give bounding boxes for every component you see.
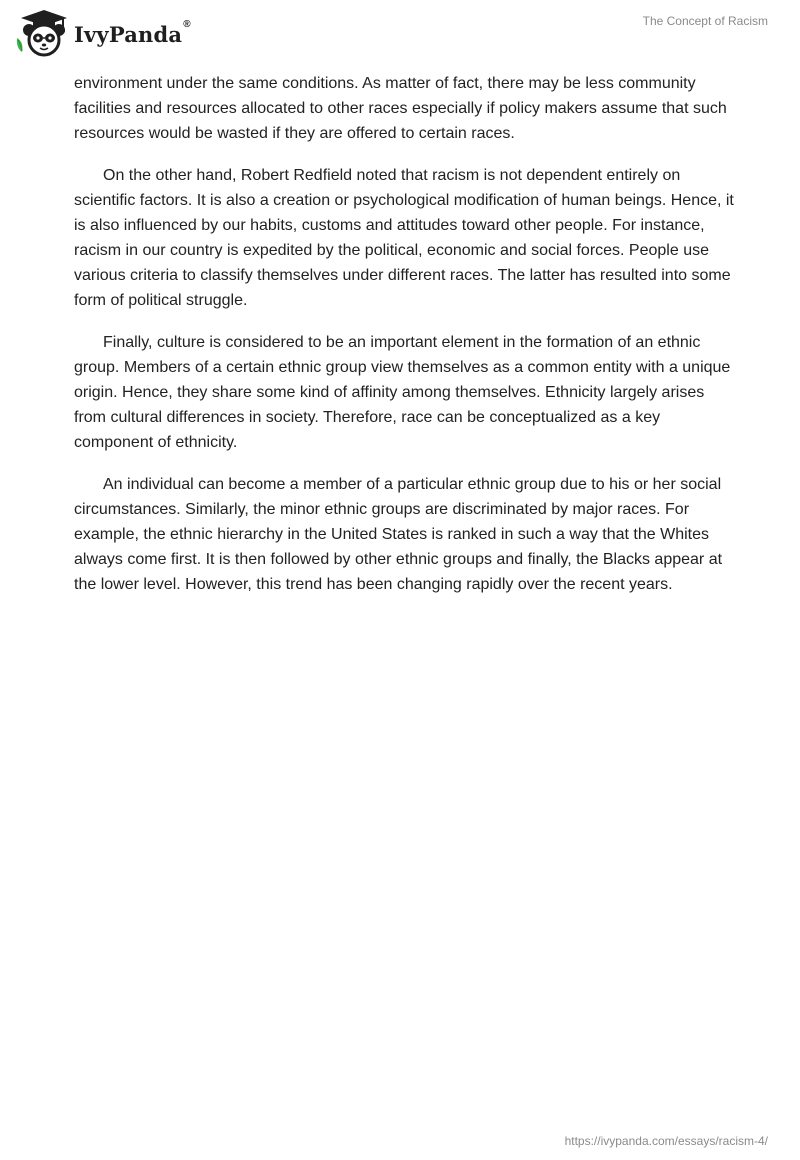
paragraph: Finally, culture is considered to be an important element in the formation of an ethnic group. Members of a certain ethnic group view themselves as a common entity with a unique origin. Hence, they share some kind of affinity among themselves. Ethnicity largely arises from cultural differences in society. Therefore, race can be conceptualized as a key component of ethnicity. <box>74 334 731 451</box>
source-url-link[interactable]: https://ivypanda.com/essays/racism-4/ <box>564 1134 768 1148</box>
paragraph: On the other hand, Robert Redfield noted that racism is not dependent entirely on scientific factors. It is also a creation or psychological modification of human beings. Hence, it is also influenced by our habits, customs and attitudes toward other people. For instance, racism in our country is expedited by the political, economic and social forces. People use various criteria to classify themselves under different races. The latter has resulted into some form of political struggle. <box>74 167 734 309</box>
brand-name: IvyPanda® <box>74 18 191 47</box>
page-header <box>0 0 800 70</box>
registered-mark: ® <box>183 18 191 30</box>
panda-graduate-icon <box>14 8 70 58</box>
paragraph: An individual can become a member of a particular ethnic group due to his or her social circumstances. Similarly, the minor ethnic groups are discriminated by major races. For example, the ethnic hierarchy in the United States is ranked in such a way that the Whites always come first. It is then followed by other ethnic groups and finally, the Blacks appear at the lower level. However, this trend has been changing rapidly over the recent years. <box>74 476 723 593</box>
document-title: The Concept of Racism <box>642 14 768 28</box>
paragraph: environment under the same conditions. As matter of fact, there may be less community facilities and resources allocated to other races especially if policy makers assume that such resources would be wasted if they are offered to certain races. <box>74 75 727 142</box>
essay-body <box>74 71 736 614</box>
brand-logo[interactable] <box>14 8 191 58</box>
